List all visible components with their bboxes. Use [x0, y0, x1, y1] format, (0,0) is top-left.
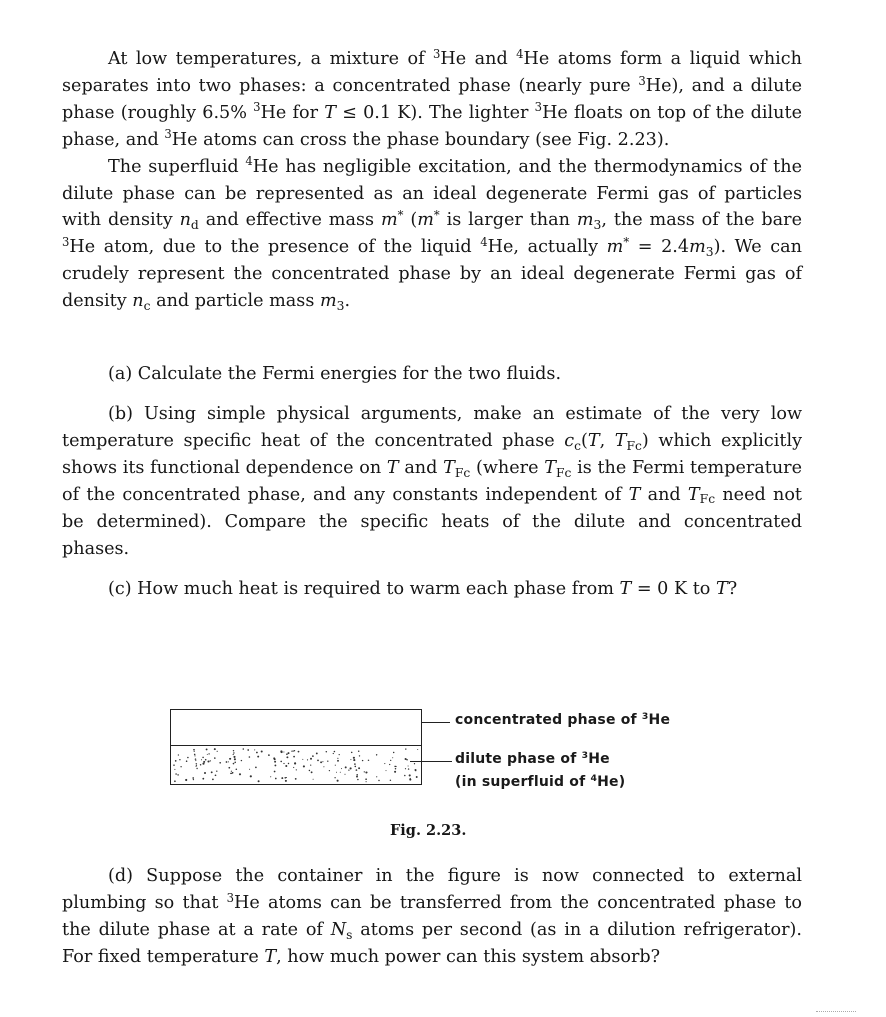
- stipple-dot: [312, 755, 314, 757]
- math-var: T: [443, 457, 455, 478]
- stipple-dot: [389, 764, 390, 765]
- text-run: He, actually: [487, 237, 607, 258]
- stipple-dot: [230, 773, 231, 774]
- stipple-dot: [384, 763, 385, 764]
- stipple-dot: [358, 750, 359, 751]
- stipple-dot: [226, 761, 228, 763]
- stipple-dot: [275, 778, 277, 780]
- stipple-dot: [215, 774, 217, 776]
- superscript: 3: [534, 100, 543, 115]
- stipple-dot: [286, 756, 288, 758]
- stipple-dot: [233, 763, 235, 765]
- stipple-dot: [390, 760, 391, 761]
- stipple-dot: [295, 778, 297, 780]
- math-var: T: [628, 484, 641, 505]
- stipple-dot: [210, 760, 211, 761]
- stipple-dot: [195, 758, 197, 760]
- stipple-dot: [364, 771, 365, 772]
- stipple-dot: [340, 772, 341, 773]
- superscript: *: [397, 208, 404, 223]
- text-run: c: [463, 465, 471, 480]
- stipple-dot: [195, 760, 196, 761]
- subscript: d: [190, 218, 199, 233]
- text-run: (d) Suppose the container in the figure is now connected to external plumbing so that: [62, 866, 802, 913]
- superscript: 4: [480, 234, 488, 249]
- stipple-dot: [351, 752, 353, 754]
- stipple-dot: [192, 777, 194, 779]
- stipple-dot: [233, 752, 234, 753]
- stipple-dot: [341, 768, 342, 769]
- stipple-dot: [366, 781, 367, 782]
- dilute-phase-stipple: [171, 746, 422, 785]
- text-run: He has negligible excitation, and the thermodynamics of the dilute phase can be represented as an ideal degenerate Fermi gas of particles with density: [62, 156, 802, 231]
- stipple-dot: [174, 769, 175, 770]
- stipple-dot: [405, 748, 406, 749]
- stipple-dot: [307, 759, 308, 760]
- stipple-dot: [274, 761, 276, 763]
- stipple-dot: [416, 776, 418, 778]
- stipple-dot: [174, 780, 176, 782]
- stipple-dot: [356, 774, 358, 776]
- label-superfluid: [455, 774, 625, 790]
- stipple-dot: [233, 754, 234, 755]
- stipple-dot: [296, 769, 297, 770]
- text-run: concentrated phase of: [455, 712, 642, 728]
- stipple-dot: [417, 749, 418, 750]
- math-var: c: [564, 430, 575, 451]
- text-run: and: [398, 457, 444, 478]
- text-run: c: [708, 492, 716, 507]
- stipple-dot: [239, 773, 241, 775]
- subscript: [556, 466, 571, 480]
- stipple-dot: [243, 748, 245, 750]
- stipple-dot: [353, 759, 355, 761]
- stipple-dot: [409, 774, 411, 776]
- stipple-dot: [333, 753, 334, 754]
- text-run: He atoms can be transferred from the concentrated phase to the dilute phase at a rate of: [62, 892, 802, 940]
- text-run: atoms per second (as in a dilution refrigerator). For fixed temperature: [62, 919, 802, 967]
- math-var: T: [324, 102, 336, 123]
- text-run: which explicitly shows its functional dependence on: [62, 430, 803, 478]
- text-run: (where: [470, 457, 545, 478]
- math-var: n: [132, 291, 144, 312]
- stipple-dot: [390, 780, 391, 781]
- stipple-dot: [274, 764, 276, 766]
- stipple-dot: [368, 760, 369, 761]
- stipple-dot: [348, 769, 349, 770]
- stipple-dot: [350, 759, 351, 760]
- math-var: T: [619, 579, 632, 599]
- text-run: F: [555, 465, 565, 480]
- figure-caption: Fig. 2.23.: [390, 822, 467, 839]
- subscript: 3: [336, 298, 345, 313]
- stipple-dot: [356, 769, 358, 771]
- stipple-dot: [206, 748, 208, 750]
- superscript: 3: [433, 46, 441, 61]
- text-run: .: [344, 291, 351, 312]
- text-run: ?: [727, 579, 738, 599]
- subscript: s: [346, 927, 353, 942]
- subscript: 3: [593, 218, 602, 233]
- stipple-dot: [196, 768, 197, 769]
- stipple-dot: [249, 769, 250, 770]
- math-var: m: [380, 210, 398, 231]
- stipple-dot: [274, 758, 276, 760]
- superscript: *: [623, 234, 630, 249]
- stipple-dot: [356, 776, 358, 778]
- stipple-dot: [283, 751, 284, 752]
- stipple-dot: [214, 757, 216, 759]
- text-run: He atoms can cross the phase boundary (see Fig. 2.23).: [171, 129, 670, 150]
- stipple-dot: [294, 750, 295, 751]
- stipple-dot: [322, 761, 323, 762]
- text-run: (c) How much heat is required to warm each phase from: [108, 579, 620, 599]
- stipple-dot: [415, 770, 416, 771]
- paragraph-intro: [62, 46, 802, 315]
- stipple-dot: [255, 767, 257, 769]
- stipple-dot: [219, 762, 221, 764]
- stipple-dot: [365, 778, 367, 780]
- text-run: He: [648, 712, 671, 728]
- stipple-dot: [378, 780, 379, 781]
- text-run: ,: [599, 430, 615, 451]
- text-run: dilute phase of: [455, 751, 582, 767]
- stipple-dot: [202, 778, 204, 780]
- math-var: m: [417, 210, 434, 231]
- stipple-dot: [345, 766, 347, 768]
- stipple-dot: [365, 771, 367, 773]
- superscript: 3: [164, 127, 172, 142]
- text-run: is the Fermi temperature of the concentrated phase, and any constants independent of: [62, 457, 802, 505]
- text-run: He), and a dilute phase (roughly 6.5%: [62, 75, 802, 123]
- text-run: , how much power can this system absorb?: [276, 946, 661, 967]
- stipple-dot: [211, 771, 213, 773]
- math-var: T: [264, 946, 277, 967]
- text-run: He floats on top of the dilute phase, and: [62, 102, 802, 150]
- stipple-dot: [232, 772, 234, 774]
- stipple-dot: [202, 763, 204, 765]
- stipple-dot: [201, 759, 202, 760]
- stipple-dot: [207, 760, 209, 762]
- stipple-dot: [408, 768, 409, 769]
- text-run: c: [635, 438, 642, 453]
- stipple-dot: [186, 760, 188, 762]
- stipple-dot: [291, 751, 292, 752]
- text-run: The superfluid: [108, 156, 246, 177]
- stipple-dot: [285, 780, 287, 782]
- question-b: [62, 401, 802, 562]
- stipple-dot: [359, 755, 360, 756]
- stipple-dot: [214, 748, 216, 750]
- stipple-dot: [288, 763, 289, 764]
- math-var: m: [689, 237, 706, 258]
- stipple-dot: [202, 757, 204, 759]
- dilute-phase-region: [170, 745, 422, 785]
- math-var: T: [386, 457, 399, 478]
- text-run: At low temperatures, a mixture of: [108, 49, 434, 69]
- stipple-dot: [254, 749, 255, 750]
- stipple-dot: [256, 752, 258, 754]
- superscript: 3: [62, 234, 70, 249]
- stipple-dot: [193, 749, 195, 751]
- stipple-dot: [236, 769, 238, 771]
- text-run: He for: [260, 102, 325, 123]
- stipple-dot: [175, 760, 177, 762]
- stipple-dot: [335, 765, 336, 766]
- stipple-dot: [392, 757, 393, 758]
- stipple-dot: [303, 765, 305, 767]
- math-var: n: [179, 210, 191, 231]
- text-run: (: [580, 430, 588, 451]
- stipple-dot: [395, 768, 396, 769]
- stipple-dot: [233, 750, 234, 751]
- stipple-dot: [194, 751, 195, 752]
- paragraph-superfluid: [62, 154, 802, 315]
- text-run: and effective mass: [198, 210, 381, 231]
- stipple-dot: [208, 753, 209, 754]
- stipple-dot: [250, 775, 252, 777]
- text-run: (: [403, 210, 418, 231]
- stipple-dot: [173, 764, 175, 766]
- stipple-dot: [258, 780, 260, 782]
- superscript: 4: [590, 772, 598, 784]
- stipple-dot: [257, 756, 259, 758]
- superscript: 3: [253, 100, 261, 115]
- stipple-dot: [310, 758, 312, 760]
- stipple-dot: [217, 751, 218, 752]
- text-run: He atom, due to the presence of the liquid: [69, 237, 481, 258]
- subscript: [626, 439, 641, 453]
- math-var: T: [544, 457, 556, 478]
- stipple-dot: [194, 754, 196, 756]
- superscript: 3: [641, 710, 649, 722]
- text-run: F: [699, 492, 709, 507]
- text-run: ): [641, 430, 649, 451]
- stipple-dot: [292, 750, 293, 751]
- stipple-dot: [310, 764, 311, 765]
- stipple-dot: [196, 765, 197, 766]
- text-run: and particle mass: [150, 291, 320, 312]
- stipple-dot: [270, 776, 271, 777]
- math-var: T: [687, 484, 700, 505]
- stipple-dot: [362, 760, 363, 761]
- stipple-dot: [229, 758, 230, 759]
- stipple-dot: [309, 770, 310, 771]
- stipple-dot: [323, 766, 324, 767]
- text-run: F: [626, 438, 636, 453]
- stipple-dot: [395, 766, 396, 767]
- stipple-dot: [337, 780, 339, 782]
- math-var: T: [614, 430, 627, 451]
- stipple-dot: [313, 779, 314, 780]
- stipple-dot: [268, 754, 270, 756]
- stipple-dot: [404, 775, 406, 777]
- stipple-dot: [180, 766, 181, 767]
- stipple-dot: [414, 763, 415, 764]
- math-var: N: [330, 919, 347, 940]
- stipple-dot: [234, 758, 236, 760]
- stipple-dot: [283, 763, 284, 764]
- text-run: (b) Using simple physical arguments, make an estimate of the very low temperature specific heat of the concentrated phase: [62, 404, 802, 451]
- stipple-dot: [177, 774, 179, 776]
- question-a: [62, 361, 802, 388]
- stipple-dot: [293, 767, 294, 768]
- text-run: = 0 K to: [631, 579, 716, 599]
- stipple-dot: [288, 752, 290, 754]
- text-run: He: [588, 751, 610, 767]
- stipple-dot: [286, 753, 288, 755]
- stipple-dot: [212, 779, 214, 781]
- stipple-dot: [357, 779, 359, 781]
- stipple-dot: [376, 754, 377, 755]
- stipple-dot: [334, 777, 335, 778]
- stipple-dot: [249, 756, 251, 758]
- question-c: [62, 576, 802, 603]
- stipple-dot: [410, 778, 411, 779]
- label-concentrated: [455, 712, 670, 728]
- stipple-dot: [294, 763, 296, 765]
- stipple-dot: [247, 749, 249, 751]
- stipple-dot: [317, 760, 319, 762]
- text-run: F: [454, 465, 464, 480]
- stipple-dot: [286, 777, 287, 778]
- stipple-dot: [179, 759, 180, 760]
- subscript: c: [143, 298, 151, 313]
- label-dilute: [455, 751, 610, 767]
- stipple-dot: [354, 763, 356, 765]
- stipple-dot: [285, 765, 287, 767]
- stipple-dot: [175, 773, 177, 775]
- question-d: [62, 863, 802, 971]
- stipple-dot: [233, 756, 235, 758]
- math-var: m: [576, 210, 594, 231]
- stipple-dot: [200, 764, 202, 766]
- text-run: , the mass of the bare: [601, 210, 802, 231]
- leader-line-top: [422, 722, 450, 723]
- subscript: [455, 466, 470, 480]
- stipple-dot: [394, 771, 396, 773]
- text-run: need not be determined). Compare the specific heats of the dilute and concentrated phases.: [62, 484, 802, 559]
- math-var: m: [319, 291, 337, 312]
- text-run: He and: [440, 49, 517, 69]
- stipple-dot: [228, 761, 229, 762]
- text-run: (in superfluid of: [455, 774, 591, 790]
- math-var: T: [715, 579, 728, 599]
- stipple-dot: [316, 752, 318, 754]
- stipple-dot: [334, 751, 336, 753]
- stipple-dot: [327, 761, 328, 762]
- stipple-dot: [358, 767, 360, 769]
- stipple-dot: [216, 771, 217, 772]
- stipple-dot: [228, 767, 230, 769]
- stipple-dot: [405, 758, 407, 760]
- stipple-dot: [280, 761, 282, 763]
- stipple-dot: [298, 751, 300, 753]
- stipple-dot: [311, 771, 313, 773]
- stipple-dot: [203, 761, 205, 763]
- concentrated-phase-region: [170, 709, 422, 745]
- superscript: 4: [245, 154, 253, 169]
- text-run: ≤ 0.1 K). The lighter: [335, 102, 535, 123]
- superscript: 3: [638, 73, 646, 88]
- leader-line-mid: [410, 761, 452, 762]
- stipple-dot: [354, 766, 356, 768]
- text-run: He): [597, 774, 626, 790]
- stipple-dot: [241, 760, 242, 761]
- stipple-dot: [320, 761, 322, 763]
- math-var: m: [606, 237, 624, 258]
- stipple-dot: [326, 751, 327, 752]
- stipple-dot: [393, 752, 394, 753]
- stipple-dot: [187, 757, 189, 759]
- stipple-dot: [350, 767, 352, 769]
- text-run: and: [640, 484, 688, 505]
- subscript: [700, 492, 715, 506]
- stipple-dot: [408, 765, 409, 766]
- page-corner-mark: [816, 1011, 856, 1015]
- stipple-dot: [344, 774, 345, 775]
- stipple-dot: [293, 756, 295, 758]
- stipple-dot: [376, 776, 377, 777]
- stipple-dot: [405, 768, 406, 769]
- stipple-dot: [339, 754, 340, 755]
- stipple-dot: [336, 772, 337, 773]
- stipple-dot: [280, 750, 282, 752]
- stipple-dot: [185, 779, 187, 781]
- stipple-dot: [234, 761, 236, 763]
- math-var: T: [587, 430, 600, 451]
- superscript: 3: [226, 890, 235, 905]
- subscript: c: [574, 438, 581, 453]
- stipple-dot: [329, 770, 330, 771]
- text-run: (a) Calculate the Fermi energies for the two fluids.: [108, 364, 562, 384]
- text-run: He atoms form a liquid which separates into two phases: a concentrated phase (nearly pure: [62, 49, 802, 96]
- stipple-dot: [337, 758, 338, 759]
- stipple-dot: [194, 755, 195, 756]
- superscript: 3: [581, 749, 589, 761]
- text-run: is larger than: [439, 210, 577, 231]
- superscript: *: [433, 208, 440, 223]
- figure-phase-container: [168, 706, 728, 806]
- stipple-dot: [337, 760, 339, 762]
- stipple-dot: [353, 757, 355, 759]
- stipple-dot: [207, 754, 208, 755]
- stipple-dot: [274, 771, 276, 773]
- stipple-dot: [302, 759, 303, 760]
- text-run: c: [564, 465, 572, 480]
- stipple-dot: [178, 754, 179, 755]
- text-run: ). We can crudely represent the concentrated phase by an ideal degenerate Fermi gas of density: [62, 237, 802, 312]
- text-run: = 2.4: [629, 237, 690, 258]
- stipple-dot: [386, 770, 387, 771]
- subscript: 3: [705, 245, 714, 260]
- stipple-dot: [196, 763, 197, 764]
- stipple-dot: [231, 771, 232, 772]
- stipple-dot: [193, 779, 194, 780]
- stipple-dot: [281, 777, 283, 779]
- stipple-dot: [204, 772, 206, 774]
- stipple-dot: [261, 750, 263, 752]
- stipple-dot: [205, 759, 207, 761]
- superscript: 4: [516, 46, 524, 61]
